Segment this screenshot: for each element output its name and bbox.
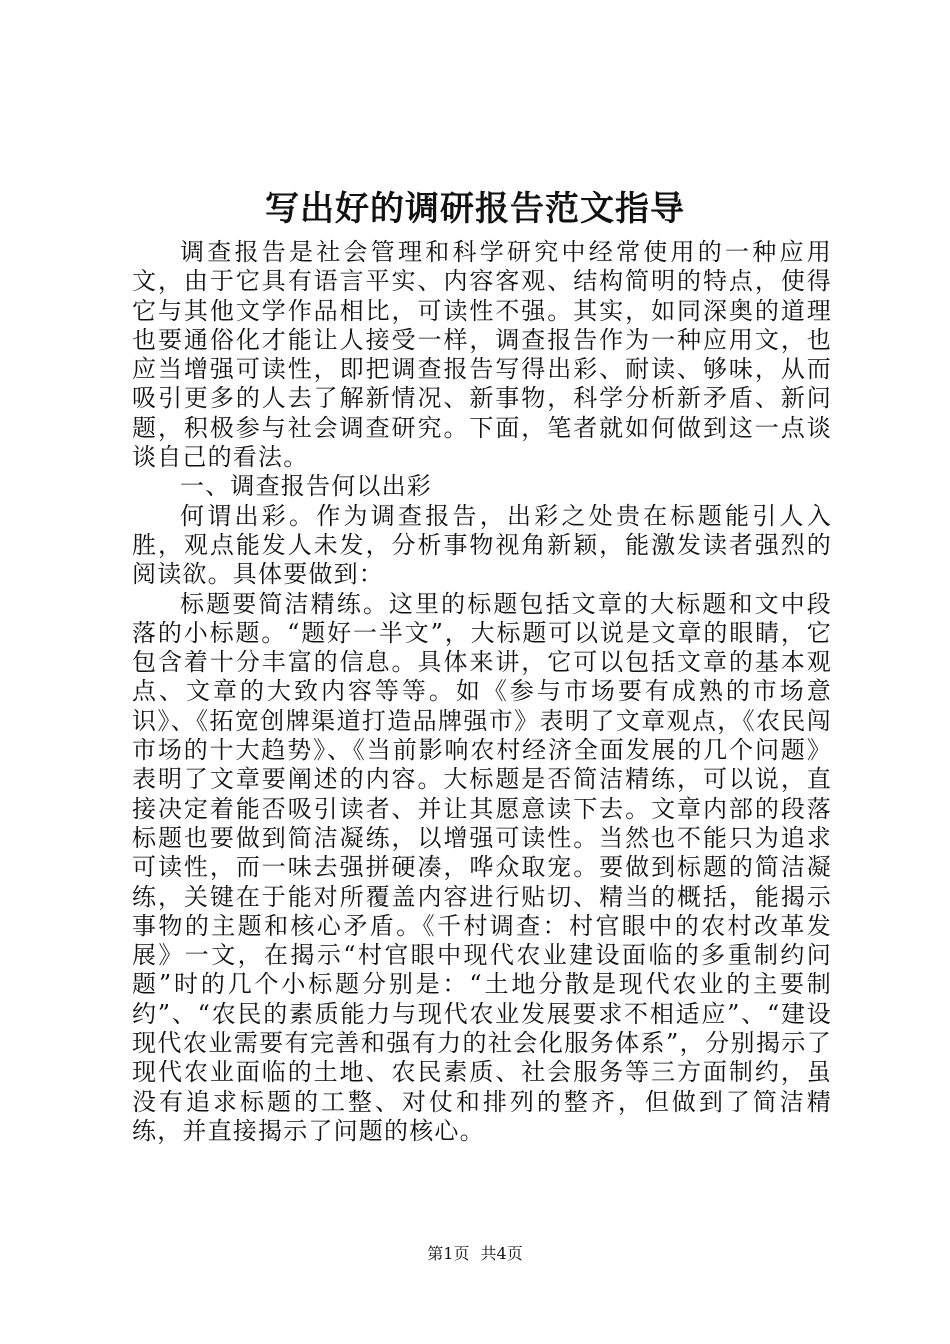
document-body bbox=[132, 238, 832, 1146]
page-total: 共4页 bbox=[480, 1244, 523, 1263]
paragraph-intro: 调查报告是社会管理和科学研究中经常使用的一种应用文，由于它具有语言平实、内容客观、结构简明的特点，使得它与其他文学作品相比，可读性不强。其实，如同深奥的道理也要通俗化才能让人接受一样，调查报告作为一种应用文，也应当增强可读性，即把调查报告写得出彩、耐读、够味，从而吸引更多的人去了解新情况、新事物，科学分析新矛盾、新问题，积极参与社会调查研究。下面，笔者就如何做到这一点谈谈自己的看法。 bbox=[132, 238, 832, 472]
page-footer bbox=[0, 1242, 950, 1266]
page-number: 第1页 bbox=[427, 1244, 470, 1263]
section-heading: 一、调查报告何以出彩 bbox=[180, 472, 432, 501]
paragraph-definition: 何谓出彩。作为调查报告，出彩之处贵在标题能引人入胜，观点能发人未发，分析事物视角新颖，能激发读者强烈的阅读欲。具体要做到： bbox=[132, 501, 832, 589]
paragraph-title-advice: 标题要简洁精练。这里的标题包括文章的大标题和文中段落的小标题。“题好一半文”，大标题可以说是文章的眼睛，它包含着十分丰富的信息。具体来讲，它可以包括文章的基本观点、文章的大致内容等等。如《参与市场要有成熟的市场意识》、《拓宽创牌渠道打造品牌强市》表明了文章观点，《农民闯市场的十大趋势》、《当前影响农村经济全面发展的几个问题》表明了文章要阐述的内容。大标题是否简洁精练，可以说，直接决定着能否吸引读者、并让其愿意读下去。文章内部的段落标题也要做到简洁凝练，以增强可读性。当然也不能只为追求可读性，而一味去强拼硬凑，哗众取宠。要做到标题的简洁凝练，关键在于能对所覆盖内容进行贴切、精当的概括，能揭示事物的主题和核心矛盾。《千村调查：村官眼中的农村改革发展》一文，在揭示“村官眼中现代农业建设面临的多重制约问题”时的几个小标题分别是：“土地分散是现代农业的主要制约”、“农民的素质能力与现代农业发展要求不相适应”、“建设现代农业需要有完善和强有力的社会化服务体系”，分别揭示了现代农业面临的土地、农民素质、社会服务等三方面制约，虽没有追求标题的工整、对仗和排列的整齐，但做到了简洁精练，并直接揭示了问题的核心。 bbox=[132, 589, 832, 1145]
document-title: 写出好的调研报告范文指导 bbox=[265, 189, 685, 229]
